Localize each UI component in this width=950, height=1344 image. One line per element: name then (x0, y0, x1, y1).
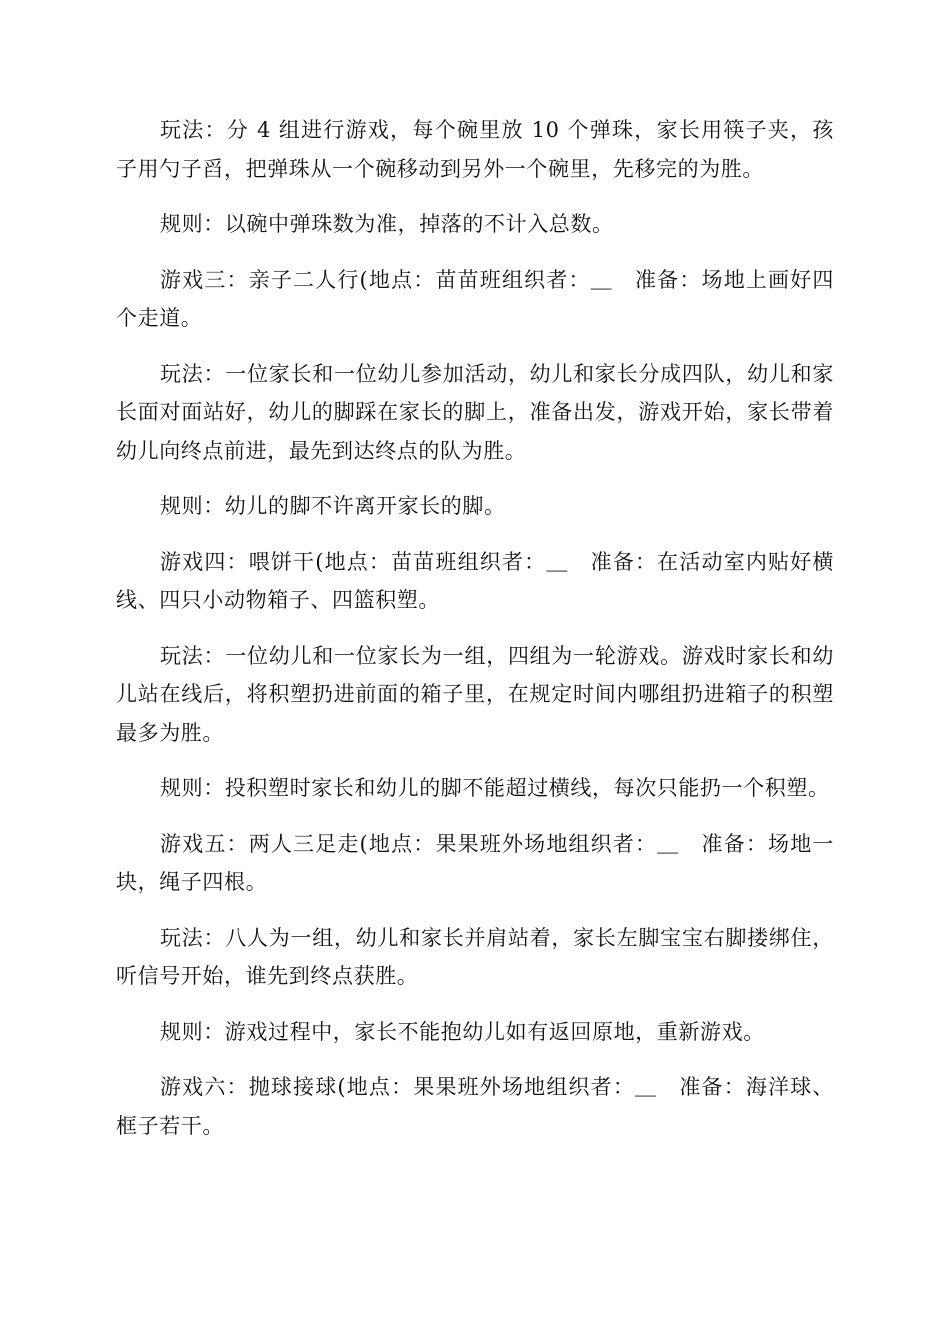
paragraph-game3-title: 游戏三：亲子二人行(地点：苗苗班组织者：＿ 准备：场地上画好四个走道。 (116, 267, 834, 330)
paragraph-game6-title: 游戏六：抛球接球(地点：果果班外场地组织者：＿ 准备：海洋球、框子若干。 (116, 1075, 834, 1138)
paragraph-game5-play: 玩法：八人为一组，幼儿和家长并肩站着，家长左脚宝宝右脚搂绑住，听信号开始，谁先到终点获胜。 (116, 925, 834, 988)
document-body (116, 111, 834, 1162)
paragraph-game4-rule: 规则：投积塑时家长和幼儿的脚不能超过横线，每次只能扔一个积塑。 (160, 776, 830, 800)
paragraph-game3-play: 玩法：一位家长和一位幼儿参加活动，幼儿和家长分成四队，幼儿和家长面对面站好，幼儿的脚踩在家长的脚上，准备出发，游戏开始，家长带着幼儿向终点前进，最先到达终点的队为胜。 (116, 361, 834, 463)
paragraph-game4-play: 玩法：一位幼儿和一位家长为一组，四组为一轮游戏。游戏时家长和幼儿站在线后，将积塑扔进前面的箱子里，在规定时间内哪组扔进箱子的积塑最多为胜。 (116, 643, 834, 745)
paragraph-game2-play: 玩法：分 4 组进行游戏，每个碗里放 10 个弹珠，家长用筷子夹，孩子用勺子舀，把弹珠从一个碗移动到另外一个碗里，先移完的为胜。 (116, 118, 834, 181)
paragraph-game5-title: 游戏五：两人三足走(地点：果果班外场地组织者：＿ 准备：场地一块，绳子四根。 (116, 831, 834, 894)
paragraph-game3-rule: 规则：幼儿的脚不许离开家长的脚。 (160, 494, 506, 518)
paragraph-game5-rule: 规则：游戏过程中，家长不能抱幼儿如有返回原地，重新游戏。 (160, 1019, 765, 1044)
paragraph-game2-rule: 规则：以碗中弹珠数为准，掉落的不计入总数。 (160, 212, 614, 236)
paragraph-game4-title: 游戏四：喂饼干(地点：苗苗班组织者：＿ 准备：在活动室内贴好横线、四只小动物箱子、四篮积塑。 (116, 549, 834, 612)
